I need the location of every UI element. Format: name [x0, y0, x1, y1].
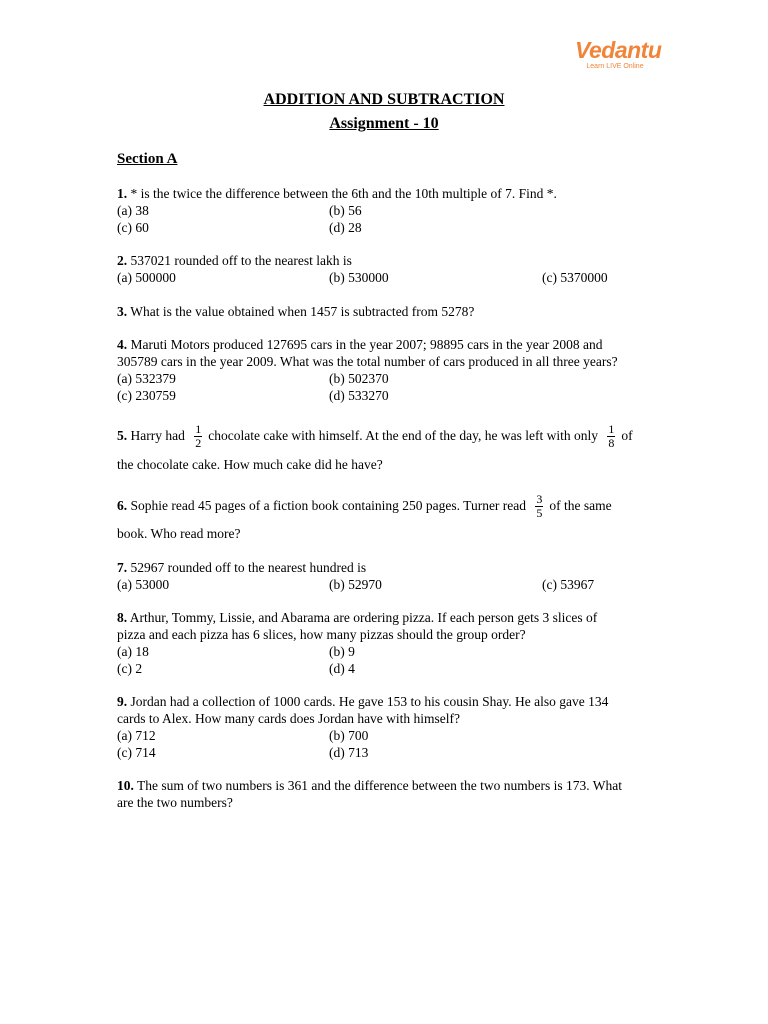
- fraction-denominator: 2: [195, 436, 202, 451]
- option-c: (c) 2: [117, 661, 143, 676]
- option-b: (b) 502370: [329, 371, 389, 386]
- fraction-denominator: 5: [536, 506, 543, 521]
- vedantu-logo: [575, 37, 662, 71]
- fraction-numerator: 1: [195, 422, 202, 437]
- question-10-continued: are the two numbers?: [117, 795, 233, 810]
- question-text: Jordan had a collection of 1000 cards. He gave 153 to his cousin Shay. He also gave 134: [127, 694, 609, 709]
- option-c: (c) 60: [117, 220, 149, 235]
- fraction-three-fifths: [535, 493, 543, 520]
- question-8-continued: pizza and each pizza has 6 slices, how many pizzas should the group order?: [117, 627, 526, 642]
- question-number: 4.: [117, 337, 128, 352]
- question-text: Harry had: [127, 428, 185, 443]
- question-text: 52967 rounded off to the nearest hundred is: [127, 560, 367, 575]
- question-10: [117, 777, 622, 794]
- question-number: 6.: [117, 498, 128, 513]
- question-number: 9.: [117, 694, 128, 709]
- option-b: (b) 9: [329, 644, 355, 659]
- question-1: [117, 185, 557, 202]
- question-6-continued: book. Who read more?: [117, 526, 241, 541]
- assignment-subtitle: Assignment - 10: [329, 115, 439, 132]
- option-b: (b) 700: [329, 728, 369, 743]
- option-a: (a) 712: [117, 728, 156, 743]
- question-6: [117, 491, 612, 521]
- question-7: [117, 559, 366, 576]
- option-d: (d) 4: [329, 661, 355, 676]
- question-9: [117, 693, 608, 710]
- option-a: (a) 38: [117, 203, 149, 218]
- option-d: (d) 28: [329, 220, 362, 235]
- question-number: 1.: [117, 186, 128, 201]
- question-9-continued: cards to Alex. How many cards does Jordan have with himself?: [117, 711, 461, 726]
- question-8: [117, 609, 597, 626]
- option-d: (d) 713: [329, 745, 369, 760]
- question-text: The sum of two numbers is 361 and the difference between the two numbers is 173. What: [133, 778, 623, 793]
- question-5: [117, 421, 633, 451]
- question-text: chocolate cake with himself. At the end of the day, he was left with only: [208, 428, 598, 443]
- option-c: (c) 714: [117, 745, 156, 760]
- option-a: (a) 532379: [117, 371, 176, 386]
- question-text: Arthur, Tommy, Lissie, and Abarama are ordering pizza. If each person gets 3 slices of: [127, 610, 598, 625]
- option-c: (c) 53967: [542, 577, 595, 592]
- fraction-numerator: 1: [608, 422, 615, 437]
- fraction-one-eighth: [607, 423, 615, 450]
- logo-wordmark: Vedantu: [575, 37, 662, 63]
- question-text: What is the value obtained when 1457 is subtracted from 5278?: [127, 304, 475, 319]
- option-c: (c) 5370000: [542, 270, 608, 285]
- fraction-denominator: 8: [608, 436, 615, 451]
- option-a: (a) 53000: [117, 577, 170, 592]
- question-number: 2.: [117, 253, 128, 268]
- fraction-one-half: [194, 423, 202, 450]
- question-text: 537021 rounded off to the nearest lakh is: [127, 253, 352, 268]
- question-number: 3.: [117, 304, 128, 319]
- question-number: 7.: [117, 560, 128, 575]
- question-2: [117, 252, 352, 269]
- option-c: (c) 230759: [117, 388, 176, 403]
- question-3: [117, 303, 474, 320]
- question-text: Sophie read 45 pages of a fiction book containing 250 pages. Turner read: [127, 498, 527, 513]
- question-5-continued: the chocolate cake. How much cake did he have?: [117, 457, 383, 472]
- option-d: (d) 533270: [329, 388, 389, 403]
- question-text: of the same: [549, 498, 612, 513]
- question-4-continued: 305789 cars in the year 2009. What was the total number of cars produced in all three years?: [117, 354, 618, 369]
- question-number: 5.: [117, 428, 128, 443]
- question-text: * is the twice the difference between the 6th and the 10th multiple of 7. Find *.: [127, 186, 557, 201]
- option-a: (a) 500000: [117, 270, 176, 285]
- question-number: 8.: [117, 610, 128, 625]
- question-text: Maruti Motors produced 127695 cars in the year 2007; 98895 cars in the year 2008 and: [127, 337, 603, 352]
- option-a: (a) 18: [117, 644, 149, 659]
- option-b: (b) 530000: [329, 270, 389, 285]
- question-text: of: [621, 428, 633, 443]
- document-title: ADDITION AND SUBTRACTION: [263, 91, 505, 108]
- question-number: 10.: [117, 778, 134, 793]
- question-4: [117, 336, 603, 353]
- fraction-numerator: 3: [536, 492, 543, 507]
- section-heading: Section A: [117, 151, 178, 167]
- logo-tagline: Learn LIVE Online: [586, 63, 644, 70]
- option-b: (b) 52970: [329, 577, 382, 592]
- option-b: (b) 56: [329, 203, 362, 218]
